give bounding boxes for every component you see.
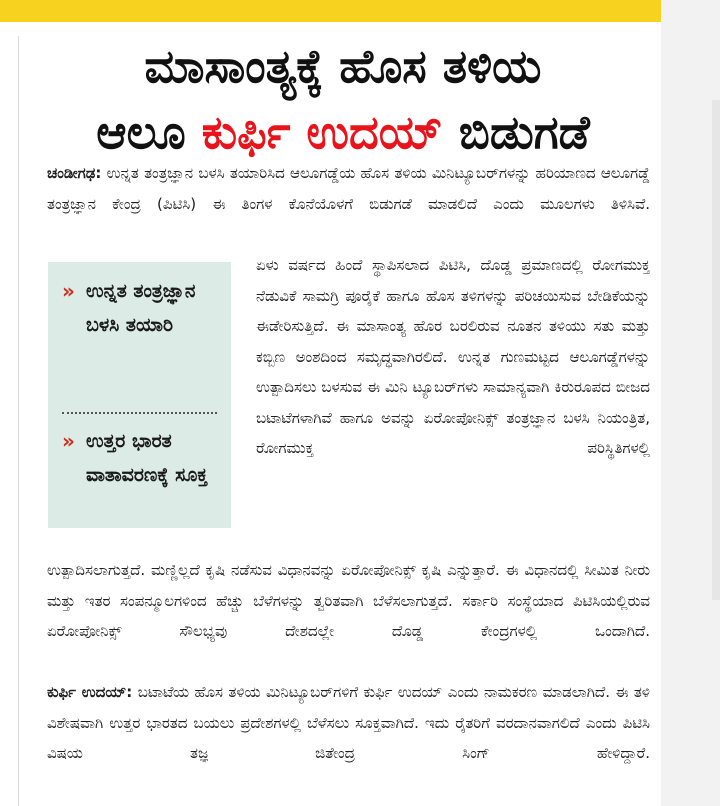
paragraph-3-text: ಬಟಾಟೆಯ ಹೊಸ ತಳಿಯ ಮಿನಿಟ್ಯೂಬರ್‌ಗಳಿಗೆ ಕುರ್ಫಿ ಉದಯ್ ಎಂದು ನಾಮಕರಣ ಮಾಡಲಾಗಿದೆ. ಈ ತಳಿ ವಿಶೇಷವಾಗಿ ಉತ್ತರ ಭಾರತದ ಬಯಲು ಪ್ರದೇಶಗಳಲ್ಲಿ ಬೆಳೆಸಲು ಸೂಕ್ತವಾಗಿದೆ. ಇದು ರೈತರಿಗೆ ವರದಾನವಾಗಲಿದೆ ಎಂದು ಪಿಟಿಸಿ ವಿಷಯ ತಜ್ಞ ಜಿತೇಂದ್ರ ಸಿಂಗ್ ಹೇಳಿದ್ದಾರೆ.: [47, 683, 650, 762]
bullet-arrow-icon: »: [62, 279, 75, 303]
highlight-divider: [62, 412, 217, 414]
headline-variety-name: ಕುರ್ಫಿ ಉದಯ್: [201, 105, 443, 159]
right-edge-strip: [712, 100, 720, 600]
highlights-box: [48, 262, 231, 528]
left-border-line: [18, 36, 19, 806]
paragraph-2-continued: ಉತ್ಪಾದಿಸಲಾಗುತ್ತದೆ. ಮಣ್ಣಿಲ್ಲದೆ ಕೃಷಿ ನಡೆಸುವ ವಿಧಾನವನ್ನು ಏರೋಪೋನಿಕ್ಸ್ ಕೃಷಿ ಎನ್ನುತ್ತಾರೆ. ಈ ವಿಧಾನದಲ್ಲಿ ಸೀಮಿತ ನೀರು ಮತ್ತು ಇತರ ಸಂಪನ್ಮೂಲಗಳಿಂದ ಹೆಚ್ಚು ಬೆಳೆಗಳನ್ನು ತ್ವರಿತವಾಗಿ ಬೆಳೆಸಲಾಗುತ್ತದೆ. ಸರ್ಕಾರಿ ಸಂಸ್ಥೆಯಾದ ಪಿಟಿಸಿಯಲ್ಲಿರುವ ಏರೋಪೋನಿಕ್ಸ್ ಸೌಲಭ್ಯವು ದೇಶದಲ್ಲೇ ದೊಡ್ಡ ಕೇಂದ್ರಗಳಲ್ಲಿ ಒಂದಾಗಿದೆ.: [47, 561, 650, 640]
paragraph-1: [47, 158, 650, 250]
headline-line-2: [38, 104, 648, 160]
dateline: ಚಂಡೀಗಢ:: [47, 164, 102, 182]
paragraph-3: [47, 677, 650, 799]
paragraph-2-column: ಏಳು ವರ್ಷದ ಹಿಂದೆ ಸ್ಥಾಪಿಸಲಾದ ಪಿಟಿಸಿ, ದೊಡ್ಡ ಪ್ರಮಾಣದಲ್ಲಿ ರೋಗಮುಕ್ತ ನೆಡುವಿಕೆ ಸಾಮಗ್ರಿ ಪೂರೈಕೆ ಹಾಗೂ ಹೊಸ ತಳಿಗಳನ್ನು ಪರಿಚಯಿಸುವ ಬೇಡಿಕೆಯನ್ನು ಈಡೇರಿಸುತ್ತಿದೆ. ಈ ಮಾಸಾಂತ್ಯ ಹೊರ ಬರಲಿರುವ ನೂತನ ತಳಿಯು ಸತು ಮತ್ತು ಕಬ್ಬಿಣ ಅಂಶದಿಂದ ಸಮೃದ್ಧವಾಗಿರಲಿದೆ. ಉನ್ನತ ಗುಣಮಟ್ಟದ ಆಲೂಗಡ್ಡೆಗಳನ್ನು ಉತ್ಪಾದಿಸಲು ಬಳಸುವ ಈ ಮಿನಿ ಟ್ಯೂಬರ್‌ಗಳು ಸಾಮಾನ್ಯವಾಗಿ ಕಿರುರೂಪದ ಬೀಜದ ಬಟಾಟೆಗಳಾಗಿವೆ ಹಾಗೂ ಅವನ್ನು ಏರೋಪೋನಿಕ್ಸ್ ತಂತ್ರಜ್ಞಾನ ಬಳಸಿ ನಿಯಂತ್ರಿತ, ರೋಗಮುಕ್ತ ಪರಿಸ್ಥಿತಿಗಳಲ್ಲಿ: [256, 256, 650, 457]
highlight-label: ಉನ್ನತ ತಂತ್ರಜ್ಞಾನ ಬಳಸಿ ತಯಾರಿ: [86, 280, 196, 336]
top-accent-bar: [0, 0, 661, 22]
headline-post: ಬಿಡುಗಡೆ: [458, 105, 590, 159]
highlight-label: ಉತ್ತರ ಭಾರತ ವಾತಾವರಣಕ್ಕೆ ಸೂಕ್ತ: [86, 430, 208, 486]
headline-line-1: ಮಾಸಾಂತ್ಯಕ್ಕೆ ಹೊಸ ತಳಿಯ: [144, 39, 542, 93]
subhead-kurfi-uday: ಕುರ್ಫಿ ಉದಯ್:: [47, 683, 133, 701]
headline-pre: ಆಲೂ: [96, 105, 186, 159]
bullet-arrow-icon: »: [62, 429, 75, 453]
paragraph-1-text: ಉನ್ನತ ತಂತ್ರಜ್ಞಾನ ಬಳಸಿ ತಯಾರಿಸಿದ ಆಲೂಗಡ್ಡೆಯ ಹೊಸ ತಳಿಯ ಮಿನಿಟ್ಯೂಬರ್‌ಗಳನ್ನು ಹರಿಯಾಣದ ಆಲೂಗಡ್ಡೆ ತಂತ್ರಜ್ಞಾನ ಕೇಂದ್ರ (ಪಿಟಿಸಿ) ಈ ತಿಂಗಳ ಕೊನೆಯೊಳಗೆ ಬಿಡುಗಡೆ ಮಾಡಲಿದೆ ಎಂದು ಮೂಲಗಳು ತಿಳಿಸಿವೆ.: [47, 164, 650, 213]
